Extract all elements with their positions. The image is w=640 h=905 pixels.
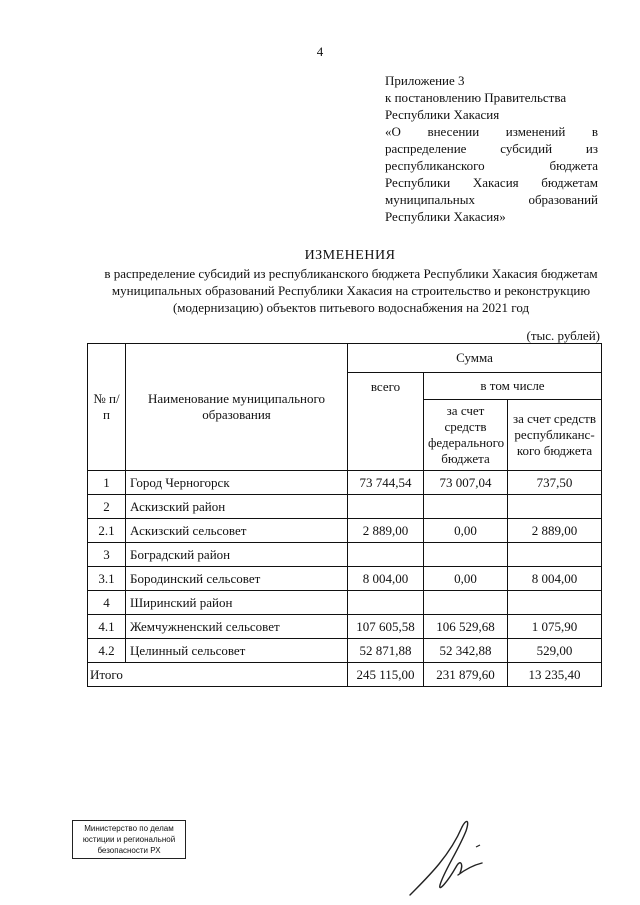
appendix-line: Республики Хакасия бюджетам	[385, 175, 598, 190]
row-federal: 106 529,68	[424, 615, 508, 639]
row-federal: 0,00	[424, 567, 508, 591]
table-row	[88, 567, 602, 591]
stamp-line: Министерство по делам	[84, 824, 174, 833]
appendix-line: Республики Хакасия»	[385, 209, 506, 224]
total-label: Итого	[88, 663, 348, 687]
row-total: 8 004,00	[348, 567, 424, 591]
header-including: в том числе	[424, 373, 602, 400]
appendix-line: Республики Хакасия	[385, 107, 500, 122]
row-republic: 737,50	[508, 471, 602, 495]
table-row	[88, 543, 602, 567]
row-num: 1	[88, 471, 126, 495]
row-federal	[424, 543, 508, 567]
header-republic: за счет средств республиканс- кого бюджета	[508, 400, 602, 471]
row-republic	[508, 543, 602, 567]
row-num: 4	[88, 591, 126, 615]
header-name-text: Наименование муниципального образования	[147, 391, 326, 422]
row-republic: 529,00	[508, 639, 602, 663]
document-title: ИЗМЕНЕНИЯ	[304, 248, 396, 263]
table-row	[88, 639, 602, 663]
row-name: Боградский район	[126, 543, 348, 567]
stamp-line: безопасности РХ	[97, 846, 161, 855]
row-federal: 0,00	[424, 519, 508, 543]
row-name: Аскизский район	[126, 495, 348, 519]
appendix-line: Приложение 3	[385, 73, 465, 88]
units-label: (тыс. рублей)	[526, 328, 600, 343]
stamp-line: юстиции и региональной	[82, 835, 176, 844]
row-republic	[508, 495, 602, 519]
header-num	[88, 344, 126, 471]
table-row	[88, 615, 602, 639]
table-row	[88, 471, 602, 495]
appendix-line: муниципальных образований	[385, 192, 598, 207]
row-total: 73 744,54	[348, 471, 424, 495]
header-sum: Сумма	[348, 344, 602, 373]
row-federal: 52 342,88	[424, 639, 508, 663]
table-row	[88, 495, 602, 519]
appendix-line: «О внесении изменений в	[385, 124, 598, 139]
row-republic: 8 004,00	[508, 567, 602, 591]
row-name: Жемчужненский сельсовет	[126, 615, 348, 639]
row-total	[348, 495, 424, 519]
row-republic: 2 889,00	[508, 519, 602, 543]
row-total: 2 889,00	[348, 519, 424, 543]
ministry-stamp	[72, 820, 186, 859]
row-num: 3.1	[88, 567, 126, 591]
row-republic: 1 075,90	[508, 615, 602, 639]
row-total: 107 605,58	[348, 615, 424, 639]
total-row	[88, 663, 602, 687]
document-subtitle: в распределение субсидий из республиканского бюджета Республики Хакасия бюджетам муниципальных образований Республики Хакасия на строительство и реконструкцию (модернизацию) объектов питьевого водоснабжения на 2021 год	[104, 266, 598, 315]
row-num: 2	[88, 495, 126, 519]
row-federal	[424, 591, 508, 615]
row-name: Целинный сельсовет	[126, 639, 348, 663]
total-republic: 13 235,40	[508, 663, 602, 687]
appendix-line: республиканского бюджета	[385, 158, 598, 173]
row-total	[348, 543, 424, 567]
row-name: Ширинский район	[126, 591, 348, 615]
total-federal: 231 879,60	[424, 663, 508, 687]
header-name	[126, 344, 348, 471]
header-total: всего	[348, 373, 424, 471]
appendix-line: к постановлению Правительства	[385, 90, 567, 105]
appendix-line: распределение субсидий из	[385, 141, 598, 156]
row-num: 2.1	[88, 519, 126, 543]
subsidy-table	[87, 343, 602, 687]
table-row	[88, 591, 602, 615]
row-total: 52 871,88	[348, 639, 424, 663]
row-name: Аскизский сельсовет	[126, 519, 348, 543]
row-federal: 73 007,04	[424, 471, 508, 495]
header-num-text: № п/п	[93, 391, 120, 422]
row-num: 4.1	[88, 615, 126, 639]
row-num: 4.2	[88, 639, 126, 663]
row-num: 3	[88, 543, 126, 567]
row-total	[348, 591, 424, 615]
total-sum: 245 115,00	[348, 663, 424, 687]
row-republic	[508, 591, 602, 615]
signature-icon	[400, 815, 510, 900]
table-row	[88, 519, 602, 543]
row-name: Город Черногорск	[126, 471, 348, 495]
header-federal: за счет средств федерального бюджета	[424, 400, 508, 471]
row-federal	[424, 495, 508, 519]
page-number: 4	[316, 44, 324, 59]
appendix-block	[385, 72, 598, 225]
row-name: Бородинский сельсовет	[126, 567, 348, 591]
